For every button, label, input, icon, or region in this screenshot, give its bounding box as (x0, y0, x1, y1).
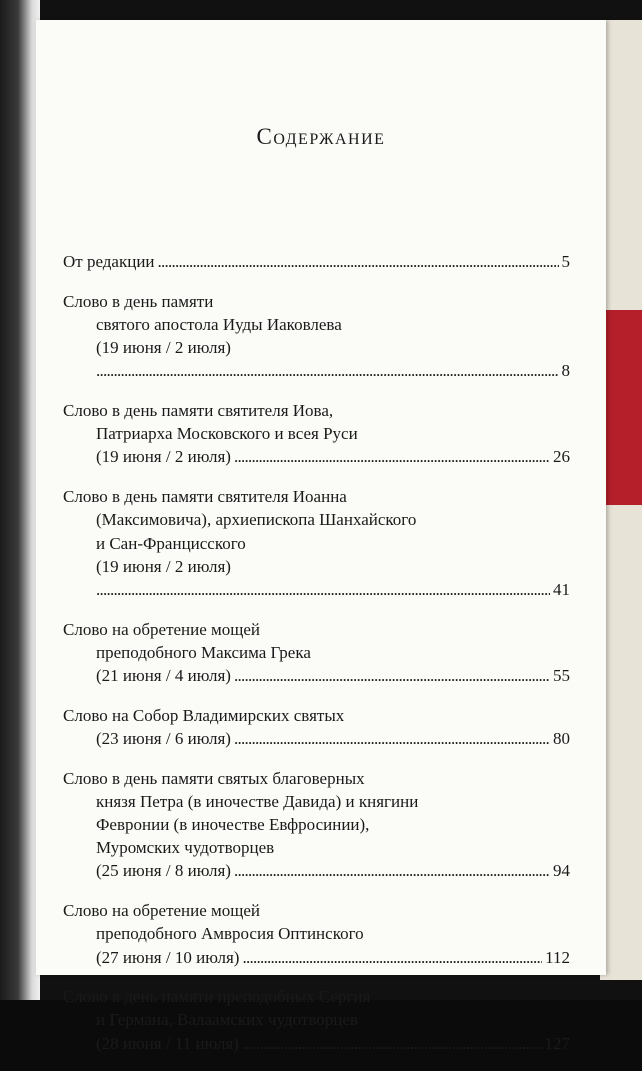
page-number: 112 (545, 947, 570, 967)
toc-entry-text: (19 июня / 2 июля) (96, 556, 231, 576)
toc-entry-text: Слово на Собор Владимирских святых (63, 705, 345, 725)
red-cover-band (603, 310, 642, 505)
toc-entry-text: (Максимовича), архиепископа Шанхайского (96, 510, 417, 530)
book-spine (0, 0, 40, 1000)
toc-entry-text: преподобного Максима Грека (96, 642, 311, 662)
toc-entry-text: князя Петра (в иночестве Давида) и княгини (96, 791, 419, 811)
toc-entry-line (63, 359, 570, 382)
toc-entry-text: (19 июня / 2 июля) (96, 447, 231, 467)
page-number: 41 (553, 579, 570, 599)
page-number: 94 (553, 861, 570, 881)
toc-entry (63, 618, 570, 688)
toc-entry (63, 767, 570, 883)
toc-entry-line (63, 859, 570, 882)
toc-entry-line (63, 1032, 570, 1055)
toc-entry-line (63, 727, 570, 750)
book-page (36, 20, 606, 1053)
toc-entry-text: Слово в день памяти преподобных Сергия (63, 987, 371, 1007)
toc-entry-line (63, 664, 570, 687)
table-of-contents (63, 250, 570, 1071)
dot-leader (96, 578, 550, 601)
toc-entry-text: Слово в день памяти святителя Иова, (63, 401, 334, 421)
dot-leader (234, 445, 550, 468)
page-number: 5 (561, 252, 570, 271)
toc-entry (63, 290, 570, 383)
toc-entry-line (63, 946, 570, 969)
dot-leader (234, 727, 550, 750)
toc-entry-text: Патриарха Московского и всея Руси (96, 424, 358, 444)
toc-entry-text: и Сан-Францисского (96, 533, 246, 553)
toc-entry-text: Слово на обретение мощей (63, 619, 261, 639)
toc-entry-text: и Германа, Валаамских чудотворцев (96, 1010, 358, 1030)
toc-entry-text: преподобного Амвросия Оптинского (96, 924, 364, 944)
toc-entry (63, 399, 570, 469)
toc-entry (63, 985, 570, 1055)
page-number: 8 (561, 361, 570, 381)
toc-entry-text: (25 июня / 8 июля) (96, 861, 231, 881)
page-title: Содержание (256, 124, 386, 149)
dot-leader (234, 859, 550, 882)
toc-entry-line (63, 578, 570, 601)
toc-entry-text: Слово в день памяти святителя Иоанна (63, 487, 347, 507)
toc-entry-line (63, 445, 570, 468)
page-number: 127 (544, 1033, 570, 1053)
toc-entry-text: Февронии (в иночестве Евфросинии), (96, 815, 370, 835)
toc-entry-text: (21 июня / 4 июля) (96, 666, 231, 686)
dot-leader (242, 1032, 542, 1055)
page-number: 80 (553, 728, 570, 748)
toc-entry (63, 704, 570, 750)
toc-entry-text: Слово на обретение мощей (63, 901, 261, 921)
toc-entry-line (63, 250, 570, 273)
toc-entry-text: Слово в день памяти святых благоверных (63, 768, 365, 788)
toc-entry (63, 250, 570, 273)
toc-entry-text: (19 июня / 2 июля) (96, 338, 231, 358)
toc-entry-text: Слово в день памяти (63, 291, 214, 311)
dot-leader (96, 359, 559, 382)
page-number: 26 (553, 447, 570, 467)
dot-leader (242, 946, 542, 969)
toc-entry (63, 899, 570, 969)
toc-entry-text: (23 июня / 6 июля) (96, 728, 231, 748)
toc-entry-text: (28 июня / 11 июля) (96, 1033, 239, 1053)
toc-entry-text: От редакции (63, 252, 155, 271)
toc-entry-text: Муромских чудотворцев (96, 838, 275, 858)
toc-entry (63, 485, 570, 601)
page-number: 55 (553, 666, 570, 686)
dot-leader (234, 664, 550, 687)
toc-entry-text: (27 июня / 10 июля) (96, 947, 240, 967)
dot-leader (158, 250, 559, 273)
toc-entry-text: святого апостола Иуды Иаковлева (96, 314, 342, 334)
